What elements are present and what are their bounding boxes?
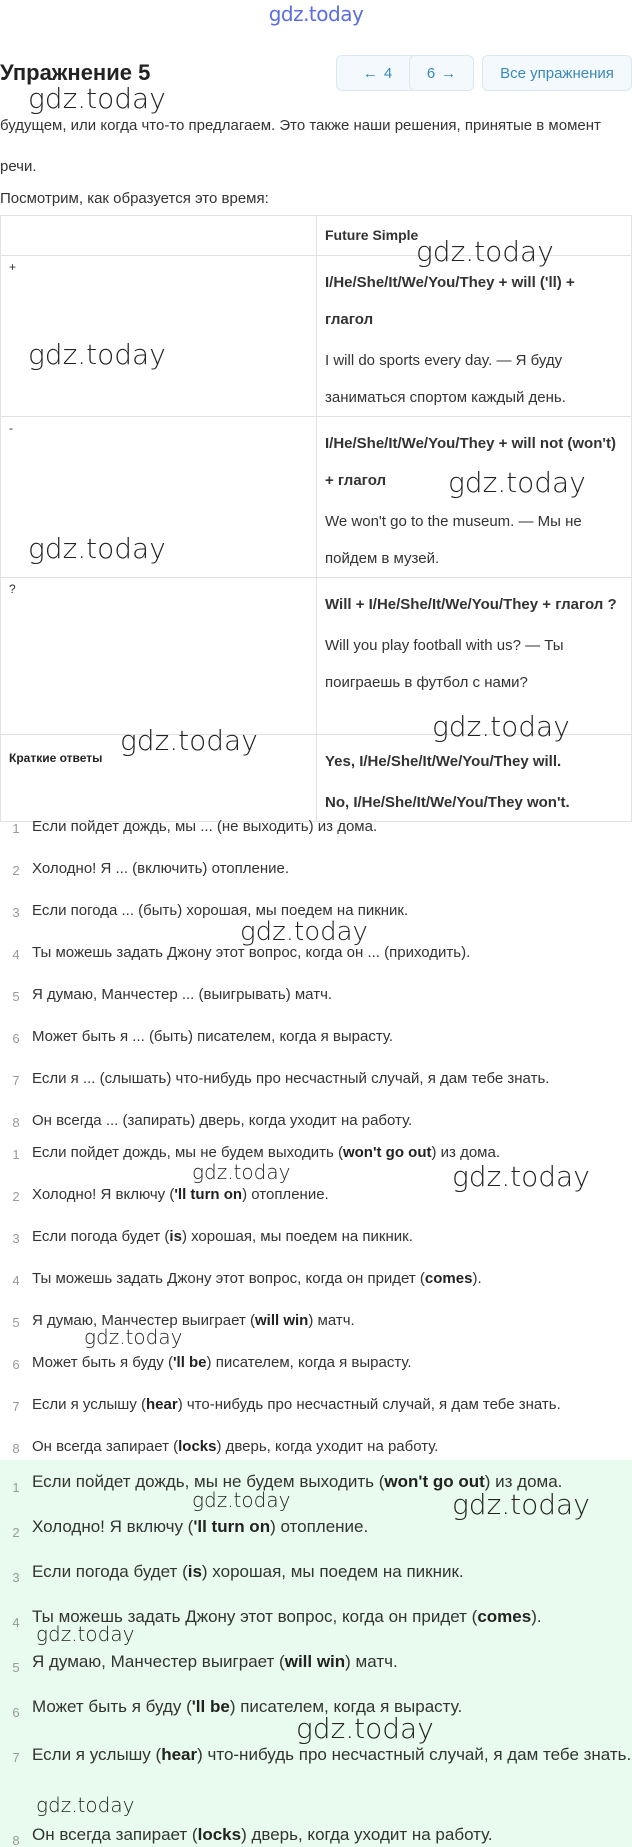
answer-post: ) дверь, когда уходит на работу. <box>216 1438 439 1455</box>
answer-post: ) матч. <box>308 1312 355 1329</box>
item-text: Ты можешь задать Джону этот вопрос, когда он ... (приходить). <box>32 944 471 961</box>
item-number: 1 <box>12 1147 20 1162</box>
watermark: gdz.today <box>416 235 554 268</box>
watermark: gdz.today <box>448 466 586 499</box>
item-number: 6 <box>12 1357 20 1372</box>
list-item <box>0 1069 632 1111</box>
item-text <box>32 1269 632 1311</box>
table-header-empty <box>1 216 317 256</box>
prev-exercise-label: 4 <box>383 64 393 82</box>
item-number: 1 <box>12 821 20 836</box>
watermark: gdz.today <box>452 1160 590 1193</box>
table-row <box>1 256 632 417</box>
all-exercises-label: Все упражнения <box>500 64 614 82</box>
intro-paragraph-2: Посмотрим, как образуется это время: <box>0 190 269 207</box>
answer-list-highlighted <box>0 1466 632 1847</box>
item-text <box>32 1311 632 1353</box>
item-number: 4 <box>12 1615 20 1630</box>
answer-bold: hear <box>146 1396 178 1413</box>
answer-post: ) из дома. <box>484 1472 563 1491</box>
watermark: gdz.today <box>36 1793 135 1817</box>
list-item <box>0 943 632 985</box>
answer-post: ). <box>472 1270 482 1287</box>
answer-bold: locks <box>178 1438 217 1455</box>
answer-post: ) отопление. <box>242 1186 329 1203</box>
watermark: gdz.today <box>28 338 166 371</box>
item-text <box>32 1819 632 1847</box>
answer-pre: Может быть я буду ( <box>32 1697 192 1716</box>
item-number: 7 <box>12 1750 20 1765</box>
list-item <box>0 1311 632 1353</box>
answer-pre: Ты можешь задать Джону этот вопрос, когда он придет ( <box>32 1270 425 1287</box>
list-item <box>0 1353 632 1395</box>
list-item <box>0 1601 632 1646</box>
answer-bold: hear <box>161 1745 198 1764</box>
answer-bold: is <box>169 1228 182 1245</box>
list-item <box>0 1556 632 1601</box>
item-text <box>32 1691 632 1736</box>
intro-paragraph: будущем, или когда что-то предлагаем. Это также наши решения, принятые в момент речи. <box>0 117 601 175</box>
table-row <box>1 417 632 578</box>
answer-bold: 'll be <box>191 1697 230 1716</box>
answer-post: ) что-нибудь про несчастный случай, я дам тебе знать. <box>177 1396 561 1413</box>
arrow-right-icon: → <box>441 64 457 82</box>
table-example: We won't go to the museum. — Мы не пойдем в музей. <box>325 513 582 567</box>
item-number: 2 <box>12 863 20 878</box>
answer-post: ) хорошая, мы поедем на пикник. <box>181 1228 413 1245</box>
answer-pre: Если я услышу ( <box>32 1745 162 1764</box>
answer-post: ) писателем, когда я вырасту. <box>206 1354 412 1371</box>
all-exercises-button[interactable] <box>482 55 632 91</box>
table-formula: I/He/She/It/We/You/They + will ('ll) + глагол <box>325 274 575 328</box>
list-item <box>0 1143 632 1185</box>
list-item <box>0 901 632 943</box>
list-item <box>0 1646 632 1691</box>
item-text: Может быть я ... (быть) писателем, когда я вырасту. <box>32 1028 394 1045</box>
table-row-label: - <box>1 417 317 578</box>
table-row-content <box>317 578 632 735</box>
answer-pre: Он всегда запирает ( <box>32 1825 198 1844</box>
answer-pre: Он всегда запирает ( <box>32 1438 179 1455</box>
list-item <box>0 1736 632 1819</box>
table-row-label: Краткие ответы <box>9 751 103 765</box>
table-formula: Will + I/He/She/It/We/You/They + глагол ? <box>325 596 617 613</box>
watermark: gdz.today <box>120 724 258 757</box>
answer-post: ) из дома. <box>431 1144 501 1161</box>
list-item <box>0 1511 632 1556</box>
list-item <box>0 817 632 859</box>
list-item <box>0 985 632 1027</box>
item-text <box>32 1227 632 1269</box>
table-row-label: ? <box>1 578 317 735</box>
answer-post: ) хорошая, мы поедем на пикник. <box>201 1562 464 1581</box>
table-formula: Yes, I/He/She/It/We/You/They will. <box>325 753 562 770</box>
answer-bold: won't go out <box>342 1144 432 1161</box>
answer-bold: will win <box>255 1312 309 1329</box>
page-title: Упражнение 5 <box>0 60 151 85</box>
answer-pre: Я думаю, Манчестер выиграет ( <box>32 1312 255 1329</box>
item-number: 1 <box>12 1480 20 1495</box>
item-text <box>32 1466 632 1511</box>
answer-bold: 'll turn on <box>193 1517 271 1536</box>
table-example: Will you play football with us? — Ты поиграешь в футбол с нами? <box>325 637 564 691</box>
item-number: 5 <box>12 1660 20 1675</box>
item-text <box>32 1646 632 1691</box>
list-item <box>0 1466 632 1511</box>
watermark: gdz.today <box>84 1325 183 1349</box>
item-number: 6 <box>12 1705 20 1720</box>
next-exercise-label: 6 <box>426 64 436 82</box>
table-row-label: + <box>1 256 317 417</box>
list-item <box>0 1269 632 1311</box>
table-header-label: Future Simple <box>325 227 419 243</box>
item-text <box>32 1395 632 1437</box>
answer-list <box>0 1143 632 1479</box>
table-formula: I/He/She/It/We/You/They + will not (won't) + глагол <box>325 435 616 489</box>
item-number: 8 <box>12 1115 20 1130</box>
item-number: 8 <box>12 1833 20 1847</box>
list-item <box>0 859 632 901</box>
watermark: gdz.today <box>296 1712 434 1745</box>
answer-pre: Если погода будет ( <box>32 1562 188 1581</box>
list-item <box>0 1691 632 1736</box>
list-item <box>0 1185 632 1227</box>
answer-pre: Холодно! Я включу ( <box>32 1186 175 1203</box>
watermark: gdz.today <box>28 82 166 115</box>
answer-pre: Если я услышу ( <box>32 1396 146 1413</box>
table-row <box>1 735 632 822</box>
watermark: gdz.today <box>192 1160 291 1184</box>
list-item <box>0 1819 632 1847</box>
item-text <box>32 1556 632 1601</box>
list-item <box>0 1227 632 1269</box>
answer-post: ) дверь, когда уходит на работу. <box>241 1825 493 1844</box>
answer-bold: will win <box>284 1652 346 1671</box>
table-row <box>1 578 632 735</box>
table-example: No, I/He/She/It/We/You/They won't. <box>325 794 570 811</box>
grammar-table <box>0 215 632 822</box>
item-text: Если я ... (слышать) что-нибудь про несчастный случай, я дам тебе знать. <box>32 1070 550 1087</box>
answer-pre: Если пойдет дождь, мы не будем выходить ( <box>32 1472 385 1491</box>
answer-bold: 'll be <box>172 1354 207 1371</box>
item-number: 2 <box>12 1525 20 1540</box>
item-number: 3 <box>12 905 20 920</box>
watermark: gdz.today <box>28 532 166 565</box>
answer-post: ). <box>531 1607 542 1626</box>
answer-pre: Если погода будет ( <box>32 1228 170 1245</box>
list-item <box>0 1027 632 1069</box>
watermark: gdz.today <box>452 1488 590 1521</box>
table-row-content <box>317 256 632 417</box>
answer-bold: won't go out <box>384 1472 485 1491</box>
table-example: I will do sports every day. — Я буду заниматься спортом каждый день. <box>325 352 566 406</box>
item-text: Он всегда ... (запирать) дверь, когда уходит на работу. <box>32 1112 413 1129</box>
item-text <box>32 1353 632 1395</box>
item-number: 4 <box>12 947 20 962</box>
item-text: Если погода ... (быть) хорошая, мы поедем на пикник. <box>32 902 409 919</box>
answer-pre: Холодно! Я включу ( <box>32 1517 194 1536</box>
item-number: 6 <box>12 1031 20 1046</box>
table-row-content <box>317 735 632 822</box>
item-text <box>32 1185 632 1227</box>
site-logo[interactable]: gdz.today <box>268 2 364 26</box>
answer-pre: Ты можешь задать Джону этот вопрос, когда он придет ( <box>32 1607 478 1626</box>
answer-bold: comes <box>477 1607 532 1626</box>
answer-post: ) матч. <box>345 1652 398 1671</box>
answer-bold: 'll turn on <box>174 1186 243 1203</box>
item-text <box>32 1736 632 1819</box>
item-number: 3 <box>12 1231 20 1246</box>
watermark: gdz.today <box>432 710 570 743</box>
watermark: gdz.today <box>192 1488 291 1512</box>
answer-post: ) писателем, когда я вырасту. <box>229 1697 463 1716</box>
watermark: gdz.today <box>240 917 368 947</box>
item-text <box>32 1511 632 1556</box>
answer-pre: Если пойдет дождь, мы не будем выходить ( <box>32 1144 343 1161</box>
item-number: 2 <box>12 1189 20 1204</box>
watermark: gdz.today <box>36 1622 135 1646</box>
item-number: 4 <box>12 1273 20 1288</box>
answer-post: ) что-нибудь про несчастный случай, я дам тебе знать. <box>197 1745 632 1764</box>
item-text: Я думаю, Манчестер ... (выигрывать) матч. <box>32 986 333 1003</box>
answer-bold: is <box>187 1562 202 1581</box>
item-number: 3 <box>12 1570 20 1585</box>
list-item <box>0 1395 632 1437</box>
item-number: 8 <box>12 1441 20 1456</box>
item-text <box>32 1601 632 1646</box>
task-list <box>0 817 632 1153</box>
item-number: 7 <box>12 1073 20 1088</box>
item-text: Если пойдет дождь, мы ... (не выходить) из дома. <box>32 818 378 835</box>
answer-bold: locks <box>197 1825 242 1844</box>
answer-pre: Я думаю, Манчестер выиграет ( <box>32 1652 285 1671</box>
prev-exercise-button[interactable] <box>336 55 419 91</box>
item-number: 5 <box>12 1315 20 1330</box>
item-number: 7 <box>12 1399 20 1414</box>
table-header-cell <box>317 216 632 256</box>
item-text <box>32 1143 632 1185</box>
item-text: Холодно! Я ... (включить) отопление. <box>32 860 290 877</box>
table-row-content <box>317 417 632 578</box>
table-row-label-cell <box>1 735 317 822</box>
next-exercise-button[interactable] <box>409 55 474 91</box>
answer-pre: Может быть я буду ( <box>32 1354 173 1371</box>
item-number: 5 <box>12 989 20 1004</box>
answer-bold: comes <box>424 1270 473 1287</box>
arrow-left-icon: ← <box>362 64 378 82</box>
answer-post: ) отопление. <box>270 1517 369 1536</box>
